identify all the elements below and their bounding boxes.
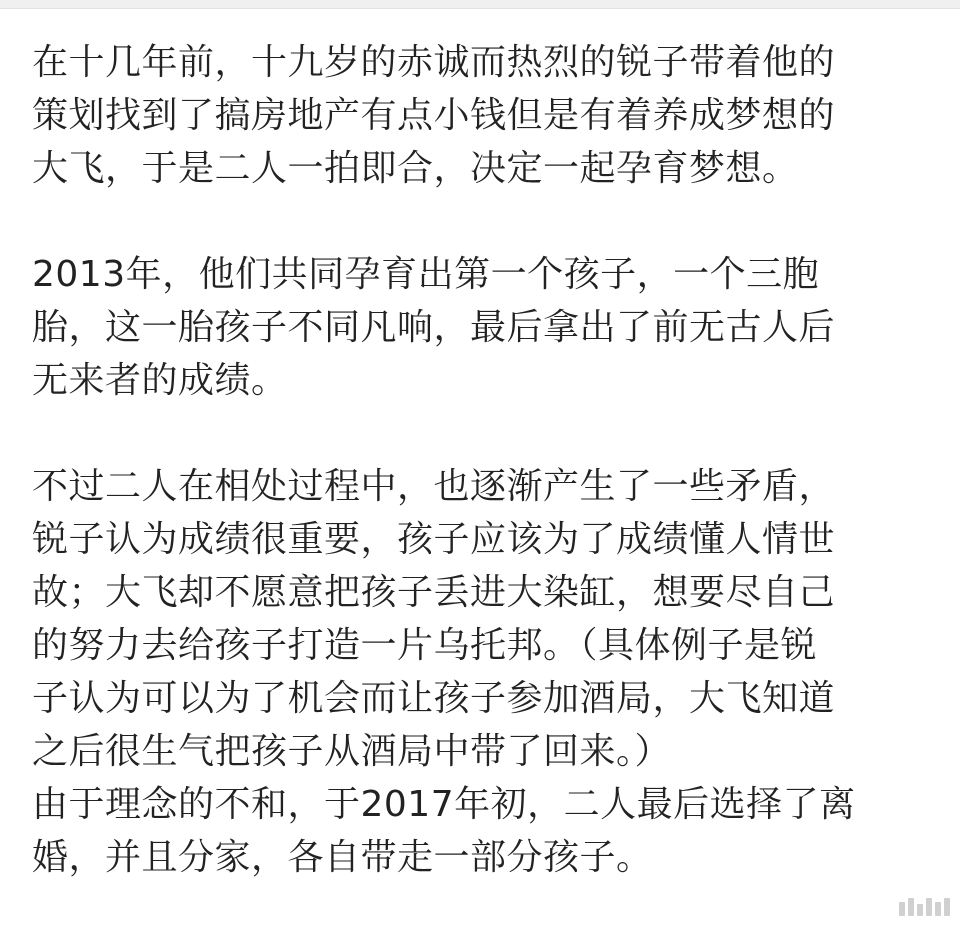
text-line: 不过二人在相处过程中，也逐渐产生了一些矛盾， bbox=[32, 466, 836, 507]
paragraph-gap bbox=[32, 195, 932, 248]
text-line: 之后很生气把孩子从酒局中带了回来。） bbox=[32, 731, 672, 772]
post-body bbox=[32, 36, 932, 884]
text-line: 由于理念的不和，于2017年初，二人最后选择了离 bbox=[32, 784, 856, 825]
text-line: 的努力去给孩子打造一片乌托邦。（具体例子是锐 bbox=[32, 625, 818, 666]
watermark bbox=[899, 898, 950, 916]
paragraph-3 bbox=[32, 460, 932, 884]
text-line: 大飞，于是二人一拍即合，决定一起孕育梦想。 bbox=[32, 148, 799, 189]
paragraph-gap bbox=[32, 407, 932, 460]
text-line: 无来者的成绩。 bbox=[32, 360, 288, 401]
text-line: 策划找到了搞房地产有点小钱但是有着养成梦想的 bbox=[32, 95, 836, 136]
paragraph-2 bbox=[32, 248, 932, 407]
text-line: 2013年，他们共同孕育出第一个孩子，一个三胞 bbox=[32, 254, 820, 295]
text-line: 锐子认为成绩很重要，孩子应该为了成绩懂人情世 bbox=[32, 519, 836, 560]
text-line: 故；大飞却不愿意把孩子丢进大染缸，想要尽自己 bbox=[32, 572, 836, 613]
text-line: 胎，这一胎孩子不同凡响，最后拿出了前无古人后 bbox=[32, 307, 836, 348]
text-line: 子认为可以为了机会而让孩子参加酒局，大飞知道 bbox=[32, 678, 836, 719]
text-line: 婚，并且分家，各自带走一部分孩子。 bbox=[32, 837, 653, 878]
paragraph-1 bbox=[32, 36, 932, 195]
top-divider bbox=[0, 0, 960, 9]
text-line: 在十几年前，十九岁的赤诚而热烈的锐子带着他的 bbox=[32, 42, 836, 83]
watermark-logo-icon bbox=[899, 898, 950, 916]
